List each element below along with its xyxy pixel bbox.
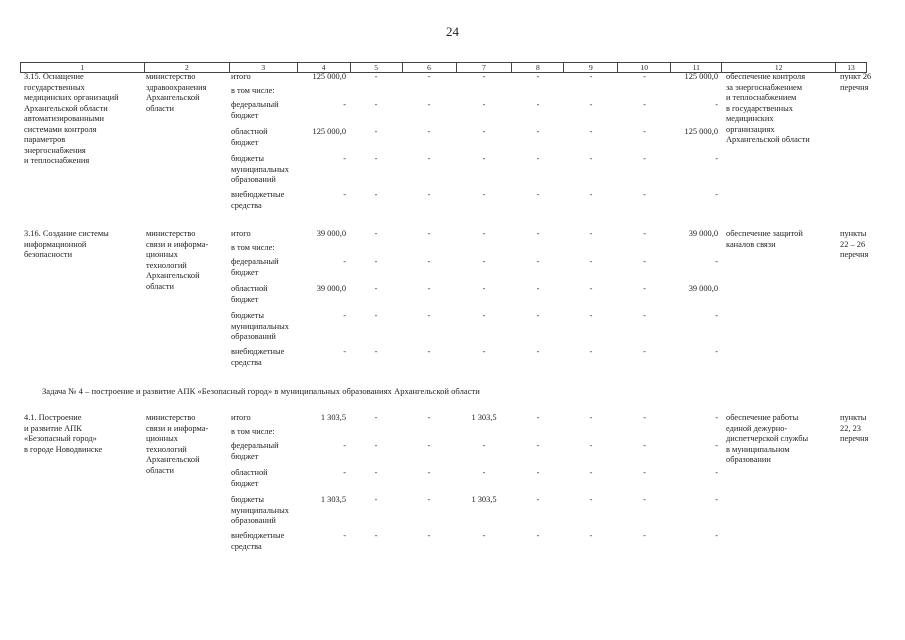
value-cell: 39 000,0 <box>316 284 346 293</box>
value-cell: 39 000,0 <box>316 229 346 238</box>
value-cell: - <box>536 190 540 199</box>
value-cell: - <box>374 229 378 238</box>
header-col-8: 8 <box>512 63 564 72</box>
funding-source-label: федеральный бюджет <box>231 100 279 120</box>
header-col-10: 10 <box>618 63 671 72</box>
value-cell: - <box>427 257 431 266</box>
header-col-9: 9 <box>564 63 618 72</box>
value-cell: 1 303,5 <box>320 413 346 422</box>
reference: пункт 26 перечня <box>840 72 872 92</box>
value-cell: - <box>715 495 718 504</box>
reference: пункты 22, 23 перечня <box>840 413 869 443</box>
executor: министерство связи и информа- ционных технологий Архангельской области <box>146 413 209 475</box>
value-cell: - <box>536 284 540 293</box>
value-cell: - <box>482 347 486 356</box>
value-cell: - <box>643 284 646 293</box>
expected-result: обеспечение контроля за энергоснабжением и теплоснабжением в государственных медицинских организациях Архангельской области <box>726 72 810 144</box>
value-cell: - <box>343 100 346 109</box>
value-cell: - <box>343 190 346 199</box>
value-cell: - <box>482 100 486 109</box>
value-cell: - <box>427 311 431 320</box>
funding-source-label: федеральный бюджет <box>231 441 279 461</box>
value-cell: - <box>536 531 540 540</box>
value-cell: - <box>374 284 378 293</box>
value-cell: - <box>482 531 486 540</box>
value-cell: - <box>536 127 540 136</box>
value-cell: - <box>589 347 593 356</box>
value-cell: - <box>715 154 718 163</box>
page-number: 24 <box>446 24 459 39</box>
value-cell: - <box>482 127 486 136</box>
value-cell: 1 303,5 <box>471 495 497 504</box>
task-heading: Задача № 4 – построение и развитие АПК «Безопасный город» в муниципальных образованиях Архангельской области <box>42 386 480 396</box>
value-cell: - <box>536 154 540 163</box>
value-cell: - <box>374 347 378 356</box>
funding-source-label: областной бюджет <box>231 127 268 147</box>
value-cell: - <box>643 190 646 199</box>
value-cell: - <box>343 311 346 320</box>
value-cell: - <box>374 190 378 199</box>
value-cell: - <box>643 468 646 477</box>
value-cell: 39 000,0 <box>688 229 718 238</box>
value-cell: 125 000,0 <box>312 127 346 136</box>
value-cell: - <box>427 347 431 356</box>
value-cell: - <box>536 72 540 81</box>
value-cell: - <box>589 311 593 320</box>
value-cell: - <box>643 127 646 136</box>
header-col-2: 2 <box>145 63 230 72</box>
value-cell: 1 303,5 <box>471 413 497 422</box>
value-cell: - <box>427 154 431 163</box>
funding-source-label: итого <box>231 72 251 81</box>
value-cell: - <box>643 347 646 356</box>
funding-source-label: итого <box>231 229 251 238</box>
funding-source-label: бюджеты муниципальных образований <box>231 311 289 341</box>
value-cell: - <box>589 531 593 540</box>
funding-source-label: в том числе: <box>231 243 275 252</box>
activity-name: 3.15. Оснащение государственных медицинских организаций Архангельской области автоматизированными системами контроля параметров энергоснабжения и теплоснабжения <box>24 72 119 165</box>
value-cell: - <box>536 100 540 109</box>
value-cell: - <box>643 311 646 320</box>
value-cell: - <box>374 531 378 540</box>
value-cell: - <box>482 468 486 477</box>
value-cell: - <box>374 468 378 477</box>
value-cell: - <box>343 154 346 163</box>
value-cell: - <box>374 257 378 266</box>
funding-source-label: областной бюджет <box>231 284 268 304</box>
value-cell: - <box>482 441 486 450</box>
value-cell: - <box>589 441 593 450</box>
header-col-1: 1 <box>21 63 145 72</box>
value-cell: - <box>482 257 486 266</box>
value-cell: - <box>482 229 486 238</box>
value-cell: - <box>643 100 646 109</box>
value-cell: 125 000,0 <box>684 72 718 81</box>
value-cell: - <box>643 495 646 504</box>
value-cell: - <box>589 100 593 109</box>
value-cell: - <box>482 190 486 199</box>
value-cell: - <box>374 441 378 450</box>
value-cell: - <box>343 441 346 450</box>
value-cell: - <box>589 127 593 136</box>
value-cell: - <box>374 495 378 504</box>
value-cell: - <box>589 190 593 199</box>
value-cell: - <box>482 72 486 81</box>
header-col-3: 3 <box>230 63 298 72</box>
header-col-5: 5 <box>351 63 403 72</box>
value-cell: - <box>482 154 486 163</box>
funding-source-label: внебюджетные средства <box>231 190 285 210</box>
header-col-12: 12 <box>722 63 836 72</box>
value-cell: - <box>715 347 718 356</box>
value-cell: - <box>427 100 431 109</box>
funding-source-label: бюджеты муниципальных образований <box>231 154 289 184</box>
value-cell: - <box>715 100 718 109</box>
value-cell: - <box>427 72 431 81</box>
funding-source-label: в том числе: <box>231 86 275 95</box>
value-cell: - <box>536 257 540 266</box>
reference: пункты 22 – 26 перечня <box>840 229 869 259</box>
value-cell: - <box>427 229 431 238</box>
value-cell: - <box>715 257 718 266</box>
value-cell: - <box>715 413 718 422</box>
value-cell: - <box>343 347 346 356</box>
value-cell: - <box>374 154 378 163</box>
funding-source-label: итого <box>231 413 251 422</box>
expected-result: обеспечение защитой каналов связи <box>726 229 803 249</box>
value-cell: - <box>715 531 718 540</box>
value-cell: - <box>589 154 593 163</box>
value-cell: - <box>589 229 593 238</box>
value-cell: - <box>427 495 431 504</box>
value-cell: - <box>427 284 431 293</box>
activity-name: 3.16. Создание системы информационной безопасности <box>24 229 109 259</box>
value-cell: - <box>715 441 718 450</box>
value-cell: - <box>589 284 593 293</box>
value-cell: - <box>482 311 486 320</box>
value-cell: - <box>643 229 646 238</box>
value-cell: - <box>536 468 540 477</box>
value-cell: 39 000,0 <box>688 284 718 293</box>
value-cell: - <box>343 531 346 540</box>
value-cell: - <box>374 413 378 422</box>
value-cell: - <box>536 229 540 238</box>
value-cell: - <box>374 127 378 136</box>
executor: министерство здравоохранения Архангельской области <box>146 72 207 113</box>
value-cell: - <box>343 468 346 477</box>
value-cell: - <box>482 284 486 293</box>
expected-result: обеспечение работы единой дежурно- диспетчерской службы в муниципальном образовании <box>726 413 809 464</box>
value-cell: - <box>427 468 431 477</box>
header-col-7: 7 <box>457 63 513 72</box>
header-col-4: 4 <box>298 63 351 72</box>
value-cell: - <box>427 127 431 136</box>
value-cell: - <box>643 154 646 163</box>
value-cell: - <box>589 495 593 504</box>
value-cell: - <box>589 257 593 266</box>
value-cell: - <box>643 531 646 540</box>
value-cell: - <box>536 347 540 356</box>
value-cell: - <box>427 441 431 450</box>
funding-source-label: внебюджетные средства <box>231 347 285 367</box>
value-cell: - <box>427 531 431 540</box>
value-cell: - <box>589 468 593 477</box>
value-cell: - <box>343 257 346 266</box>
value-cell: - <box>643 72 646 81</box>
value-cell: - <box>536 311 540 320</box>
value-cell: 1 303,5 <box>320 495 346 504</box>
value-cell: - <box>536 413 540 422</box>
value-cell: - <box>536 495 540 504</box>
funding-source-label: в том числе: <box>231 427 275 436</box>
value-cell: 125 000,0 <box>312 72 346 81</box>
value-cell: - <box>374 100 378 109</box>
funding-source-label: бюджеты муниципальных образований <box>231 495 289 525</box>
value-cell: - <box>427 413 431 422</box>
value-cell: - <box>374 72 378 81</box>
value-cell: - <box>589 413 593 422</box>
value-cell: - <box>427 190 431 199</box>
value-cell: - <box>643 257 646 266</box>
header-col-11: 11 <box>671 63 722 72</box>
funding-source-label: областной бюджет <box>231 468 268 488</box>
header-col-13: 13 <box>847 63 855 72</box>
header-col-6: 6 <box>403 63 457 72</box>
value-cell: - <box>643 413 646 422</box>
funding-source-label: федеральный бюджет <box>231 257 279 277</box>
funding-source-label: внебюджетные средства <box>231 531 285 551</box>
value-cell: - <box>536 441 540 450</box>
activity-name: 4.1. Построение и развитие АПК «Безопасный город» в городе Новодвинске <box>24 413 103 454</box>
value-cell: - <box>643 441 646 450</box>
executor: министерство связи и информа- ционных технологий Архангельской области <box>146 229 209 291</box>
value-cell: - <box>715 311 718 320</box>
value-cell: - <box>715 190 718 199</box>
value-cell: - <box>589 72 593 81</box>
value-cell: - <box>715 468 718 477</box>
value-cell: 125 000,0 <box>684 127 718 136</box>
value-cell: - <box>374 311 378 320</box>
